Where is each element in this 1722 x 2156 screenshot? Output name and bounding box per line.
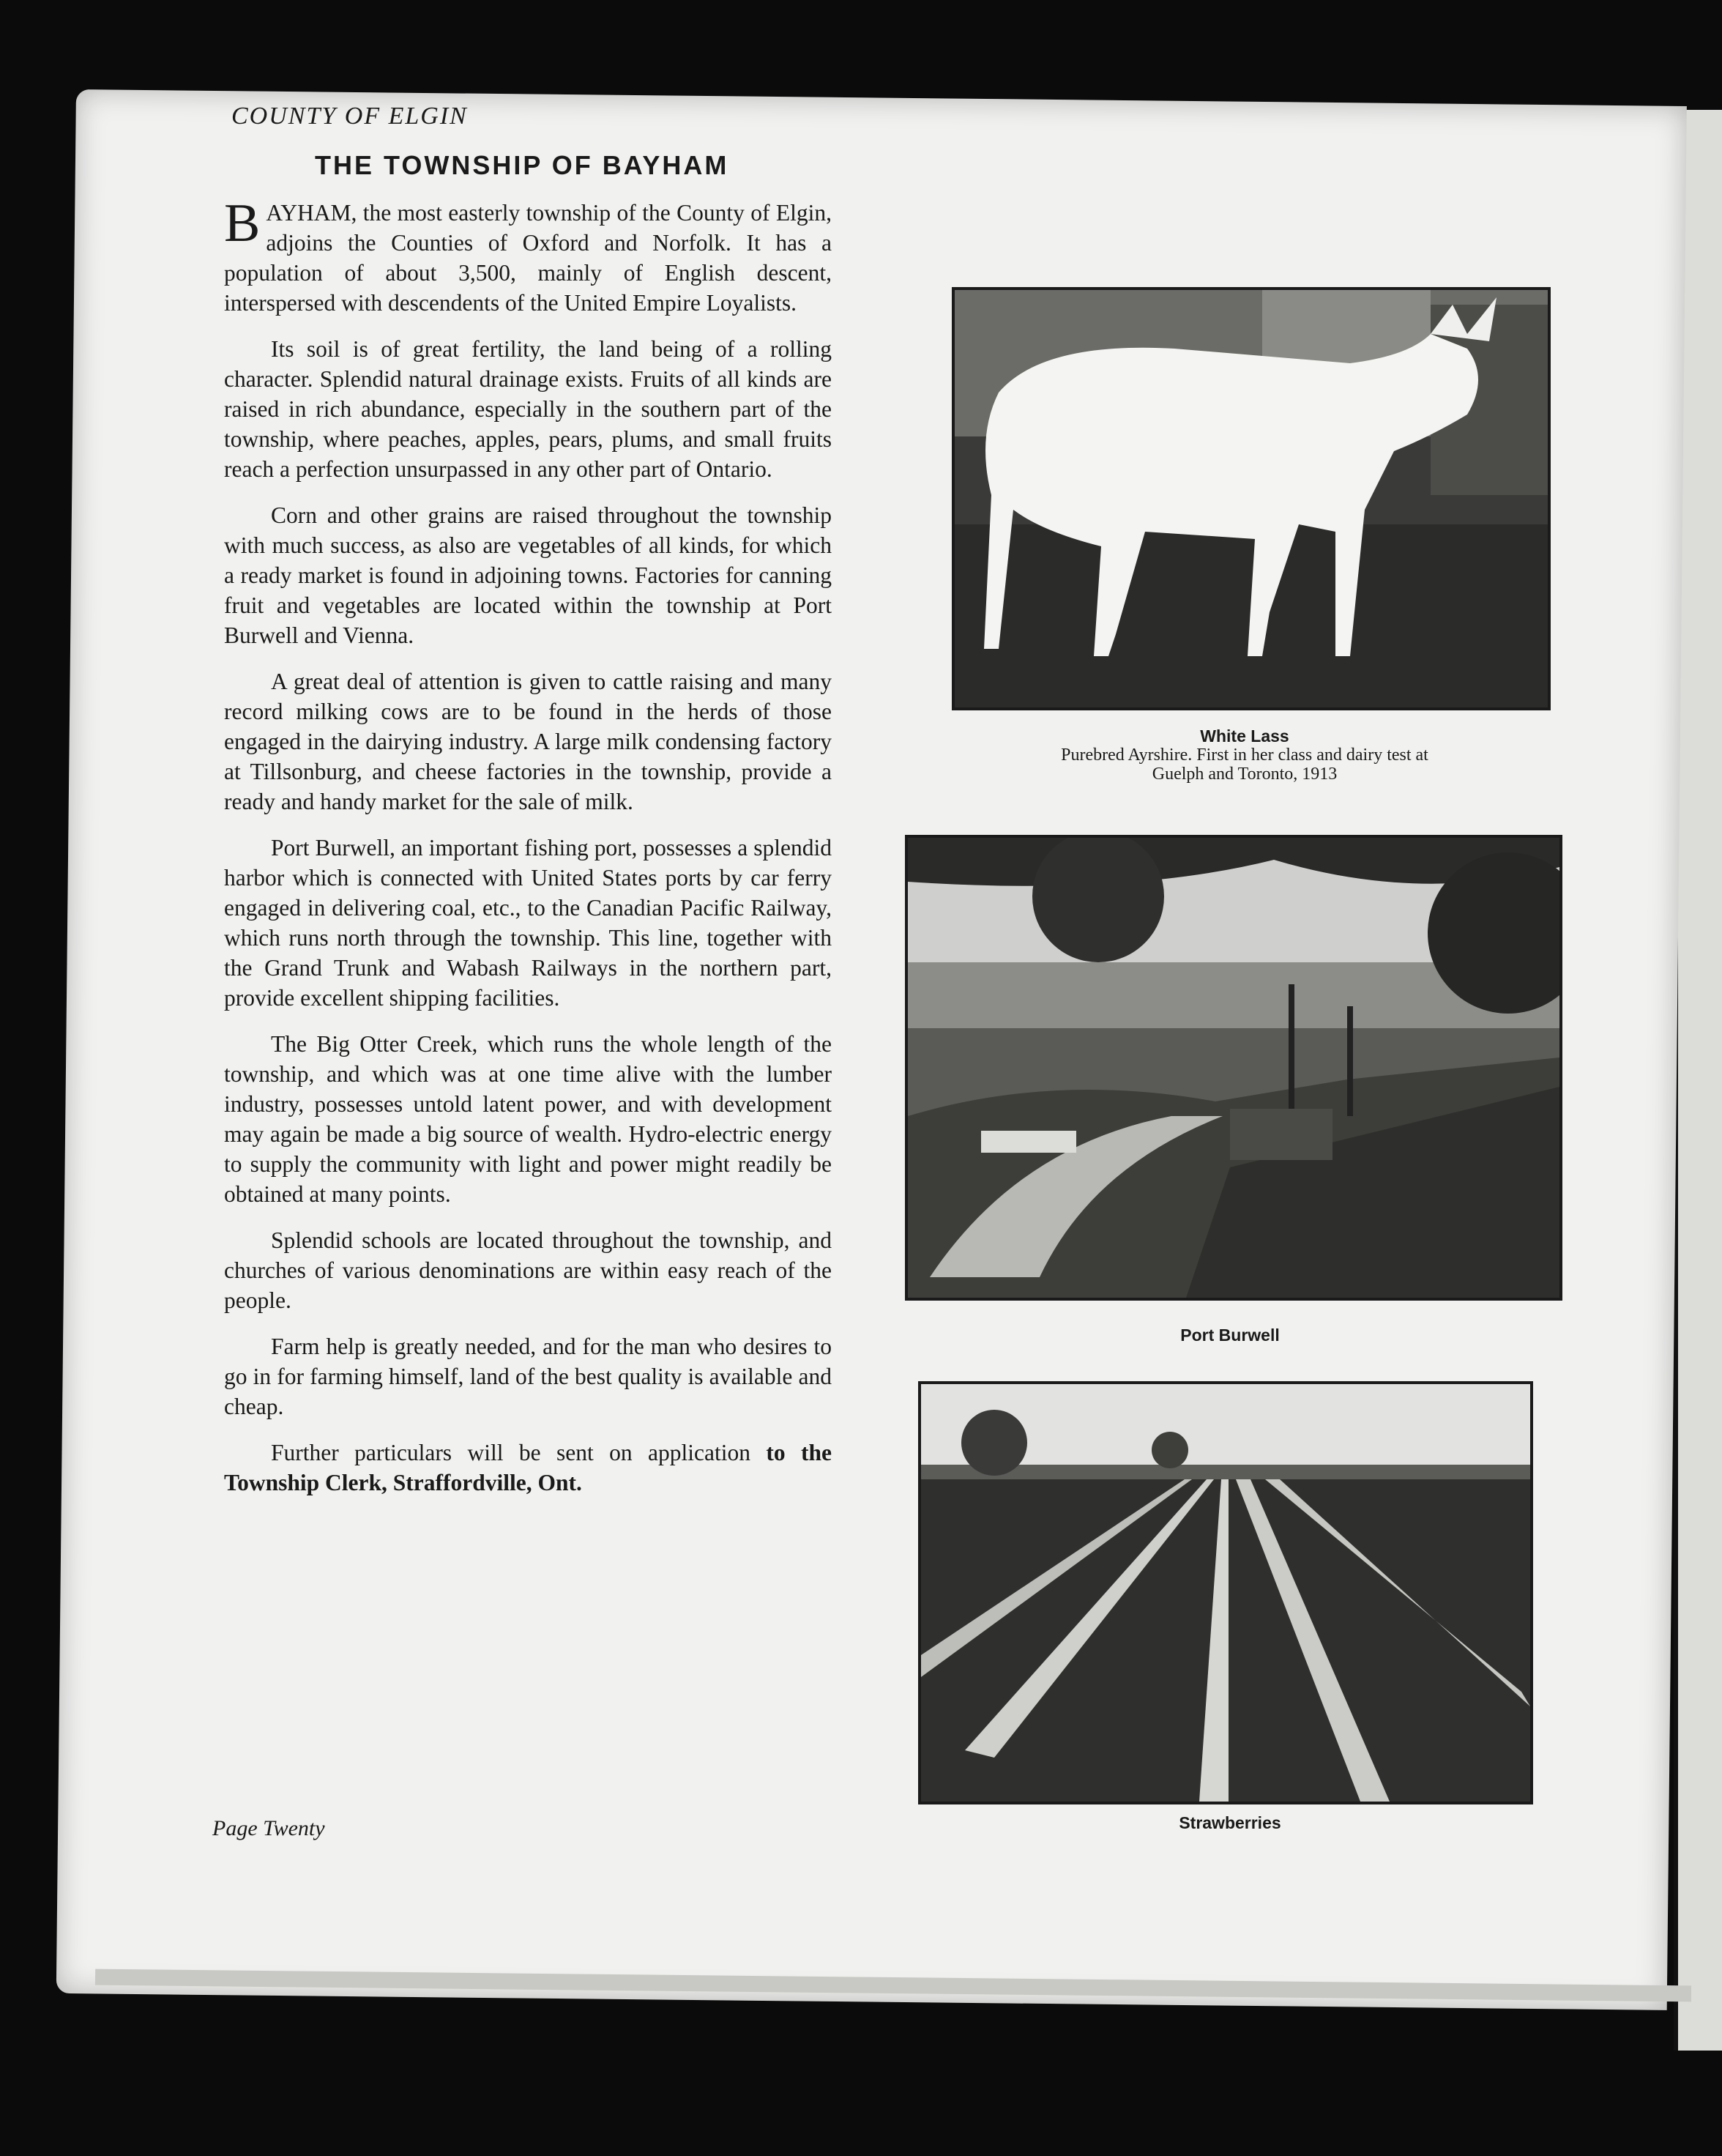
paragraph-9-line-2: to the Township Clerk, Straffordville, Ont. (224, 1440, 832, 1495)
paragraph-7: Splendid schools are located throughout the township, and churches of various denominations are within easy reach of the people. (224, 1227, 832, 1313)
drop-cap: B (224, 193, 261, 253)
cow-photo (952, 287, 1551, 710)
article-body (224, 193, 832, 1498)
paragraph-4: A great deal of attention is given to cattle raising and many record milking cows are to be found in the herds of those engaged in the dairying industry. A large milk condensing factory at Tillsonburg, and cheese factories in the township, provide a ready and handy market for the sale of milk. (224, 669, 832, 814)
running-head: COUNTY OF ELGIN (231, 103, 468, 130)
strawberry-field-image (921, 1384, 1530, 1802)
harbor-image (908, 838, 1559, 1298)
paragraph-8: Farm help is greatly needed, and for the man who desires to go in for farming himself, land of the best quality is available and cheap. (224, 1334, 832, 1419)
paragraph-6: The Big Otter Creek, which runs the whole length of the township, and which was at one time alive with the lumber industry, possesses untold latent power, and with development may again be made a big source of wealth. Hydro-electric energy to supply the community with light and power might readily be obtained at many points. (224, 1031, 832, 1207)
strawberry-caption (1098, 1813, 1362, 1832)
page-title: THE TOWNSHIP OF BAYHAM (315, 150, 729, 180)
cow-caption-title: White Lass (1200, 726, 1289, 746)
cow-caption-line-2: Guelph and Toronto, 1913 (1152, 765, 1338, 784)
paragraph-3: Corn and other grains are raised throughout the township with much success, as also are vegetables of all kinds, for which a ready market is found in adjoining towns. Factories for canning fruit and vegetables are located within the township at Port Burwell and Vienna. (224, 502, 832, 648)
page-number: Page Twenty (212, 1816, 325, 1840)
harbor-caption (1098, 1326, 1362, 1345)
strawberry-caption-title: Strawberries (1179, 1813, 1281, 1832)
paragraph-5: Port Burwell, an important fishing port, possesses a splendid harbor which is connected with United States ports by car ferry engaged in delivering coal, etc., to the Canadian Pacific Railway, which runs north through the township. This line, together with the Grand Trunk and Wabash Railways in the northern part, provide excellent shipping facilities. (224, 835, 832, 1011)
harbor-photo (905, 835, 1562, 1301)
paragraph-1-text: AYHAM, the most easterly township of the County of Elgin, adjoins the Counties of Oxford and Norfolk. It has a population of about 3,500, mainly of English descent, interspersed with descendents of the United Empire Loyalists. (224, 200, 832, 316)
cow-caption-line-1: Purebred Ayrshire. First in her class and dairy test at (1061, 746, 1428, 765)
paragraph-9 (224, 1438, 832, 1498)
paragraph-9-line-1: Further particulars will be sent on application (271, 1440, 750, 1465)
harbor-caption-title: Port Burwell (1180, 1326, 1280, 1345)
strawberry-field-photo (918, 1381, 1533, 1804)
cow-image (955, 290, 1548, 707)
cow-caption (966, 726, 1523, 784)
paragraph-1 (224, 193, 832, 318)
paragraph-2: Its soil is of great fertility, the land being of a rolling character. Splendid natural drainage exists. Fruits of all kinds are raised in rich abundance, especially in the southern part of the township, where peaches, apples, pears, plums, and small fruits reach a perfection unsurpassed in any other part of Ontario. (224, 336, 832, 482)
